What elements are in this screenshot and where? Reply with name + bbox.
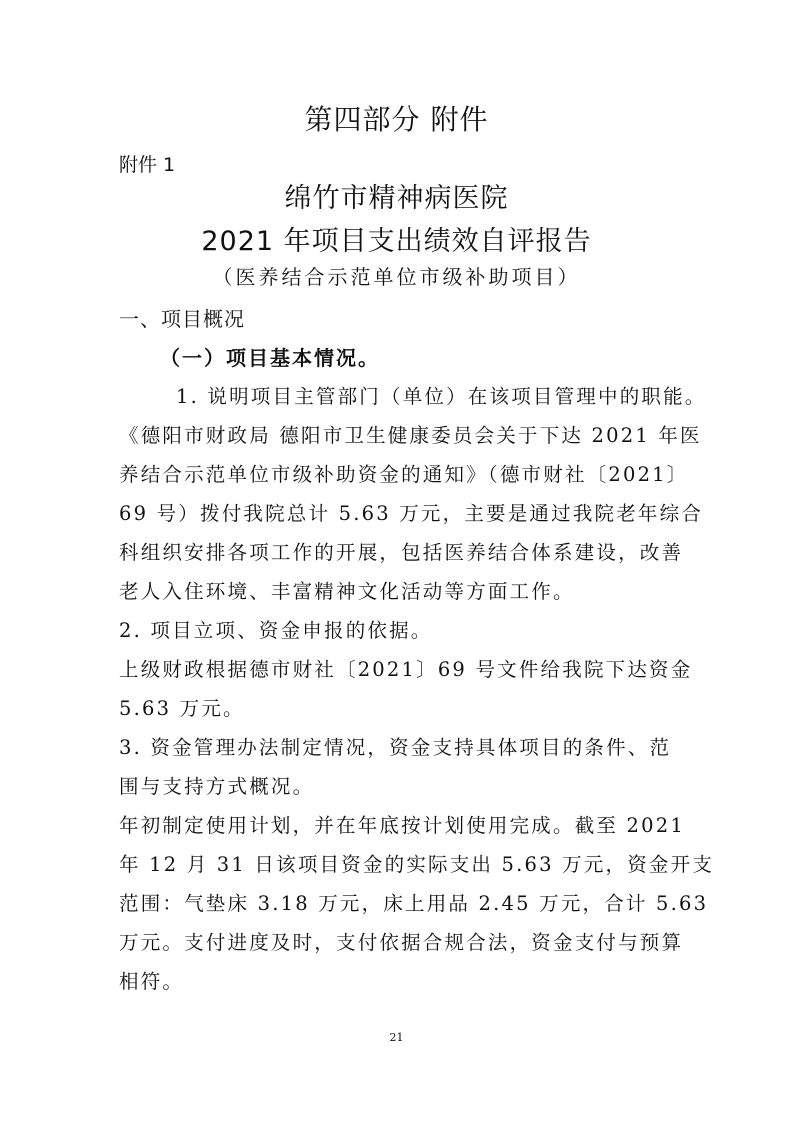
annex-label: 附件 1 [119,154,176,176]
subsection-heading: （一）项目基本情况。 [160,346,380,370]
body-line: 围与支持方式概况。 [119,775,315,798]
body-line: 69 号）拨付我院总计 5.63 万元，主要是通过我院老年综合 [119,502,704,525]
body-line: 5.63 万元。 [119,697,245,720]
body-line: 养结合示范单位市级补助资金的通知》（德市财社〔2021〕 [119,463,689,486]
body-line: 年 12 月 31 日该项目资金的实际支出 5.63 万元，资金开支 [119,853,715,876]
body-line: 科组织安排各项工作的开展，包括医养结合体系建设，改善 [119,541,684,564]
body-line: 老人入住环境、丰富精神文化活动等方面工作。 [119,580,575,603]
body-line: 2. 项目立项、资金申报的依据。 [119,619,433,642]
report-title-line-1: 绵竹市精神病医院 [284,183,509,214]
body-line: 万元。支付进度及时，支付依据合规合法，资金支付与预算 [119,931,684,954]
body-line: 3. 资金管理办法制定情况，资金支持具体项目的条件、范 [119,736,672,759]
body-line: 《德阳市财政局 德阳市卫生健康委员会关于下达 2021 年医 [119,424,702,447]
body-line: 1. 说明项目主管部门（单位）在该项目管理中的职能。 [176,385,707,408]
report-subtitle: （医养结合示范单位市级补助项目） [212,265,581,289]
page-number: 21 [389,1031,404,1044]
body-line: 上级财政根据德市财社〔2021〕69 号文件给我院下达资金 [119,658,693,681]
body-line: 相符。 [119,970,185,993]
part-title: 第四部分 附件 [304,103,489,136]
report-title-line-2: 2021 年项目支出绩效自评报告 [201,226,592,257]
section-heading: 一、项目概况 [119,307,245,331]
body-line: 年初制定使用计划，并在年底按计划使用完成。截至 2021 [119,814,685,837]
body-line: 范围：气垫床 3.18 万元，床上用品 2.45 万元，合计 5.63 [119,892,709,915]
